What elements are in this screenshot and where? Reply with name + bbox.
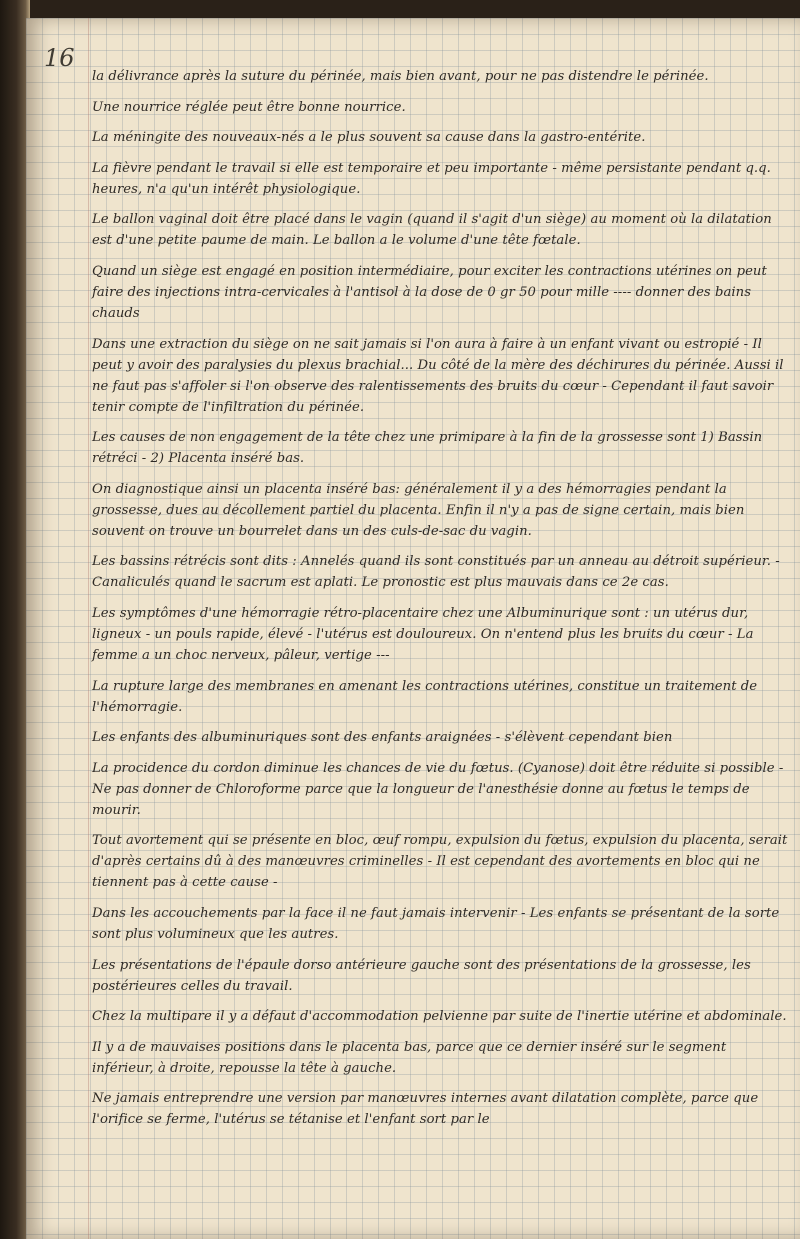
note-paragraph: La rupture large des membranes en amenant les contractions utérines, constitue un traitement de l'hémorragie. — [92, 678, 758, 715]
note-paragraph: Ne jamais entreprendre une version par manœuvres internes avant dilatation complète, parce que l'orifice se ferme, l'utérus se tétanise et l'enfant sort par le — [92, 1091, 759, 1128]
note-paragraph: Dans les accouchements par la face il ne faut jamais intervenir - Les enfants se présentant de la sorte sont plus volumineux que les autres. — [92, 905, 780, 942]
page-number: 16 — [44, 44, 75, 72]
note-paragraph: Les causes de non engagement de la tête chez une primipare à la fin de la grossesse sont 1) Bassin rétréci - 2) Placenta inséré bas. — [92, 430, 763, 467]
note-paragraph: Tout avortement qui se présente en bloc, œuf rompu, expulsion du fœtus, expulsion du placenta, serait d'après certains dû à des manœuvres criminelles - Il est cependant des avortements en bloc qui ne tiennent pas à cette cause - — [92, 833, 788, 891]
note-paragraph: La méningite des nouveaux-nés a le plus souvent sa cause dans la gastro-entérite. — [92, 130, 646, 146]
note-paragraph: Dans une extraction du siège on ne sait jamais si l'on aura à faire à un enfant vivant ou estropié - Il peut y avoir des paralysies du plexus brachial... Du côté de la mère des déchirures du périnée. Aussi il ne faut pas s'affoler si l'on observe des ralentissements des bruits du cœur - Cependant il faut savoir tenir compte de l'infiltration du périnée. — [92, 336, 784, 415]
note-paragraph: La procidence du cordon diminue les chances de vie du fœtus. (Cyanose) doit être réduite si possible - Ne pas donner de Chloroforme parce que la longueur de l'anesthésie donne au fœtus le temps de mourir. — [92, 760, 784, 818]
note-paragraph: Les enfants des albuminuriques sont des enfants araignées - s'élèvent cependant bien — [92, 730, 673, 746]
note-paragraph: Quand un siège est engagé en position intermédiaire, pour exciter les contractions utérines on peut faire des injections intra-cervicales à l'antisol à la dose de 0 gr 50 pour mille ---- donner des bains chauds — [92, 263, 767, 321]
note-paragraph: Les présentations de l'épaule dorso antérieure gauche sont des présentations de la grossesse, les postérieures celles du travail. — [92, 957, 751, 994]
handwritten-notes — [92, 66, 792, 1140]
note-paragraph: Les bassins rétrécis sont dits : Annelés quand ils sont constitués par un anneau au détroit supérieur. - Canaliculés quand le sacrum est aplati. Le pronostic est plus mauvais dans ce 2e cas. — [92, 554, 780, 591]
notebook-page — [26, 18, 800, 1239]
note-paragraph: La fièvre pendant le travail si elle est temporaire et peu importante - même persistante pendant q.q. heures, n'a qu'un intérêt physiologique. — [92, 160, 771, 197]
note-paragraph: Il y a de mauvaises positions dans le placenta bas, parce que ce dernier inséré sur le segment inférieur, à droite, repousse la tête à gauche. — [92, 1039, 727, 1076]
note-paragraph: Une nourrice réglée peut être bonne nourrice. — [92, 99, 406, 115]
note-paragraph: On diagnostique ainsi un placenta inséré bas: généralement il y a des hémorragies pendant la grossesse, dues au décollement partiel du placenta. Enfin il n'y a pas de signe certain, mais bien souvent on trouve un bourrelet dans un des culs-de-sac du vagin. — [92, 481, 745, 539]
note-paragraph: Chez la multipare il y a défaut d'accommodation pelvienne par suite de l'inertie utérine et abdominale. — [92, 1009, 787, 1025]
note-paragraph: Les symptômes d'une hémorragie rétro-placentaire chez une Albuminurique sont : un utérus dur, ligneux - un pouls rapide, élevé - l'utérus est douloureux. On n'entend plus les bruits du cœur - La femme a un choc nerveux, pâleur, vertige --- — [92, 605, 754, 663]
note-paragraph: Le ballon vaginal doit être placé dans le vagin (quand il s'agit d'un siège) au moment où la dilatation est d'une petite paume de main. Le ballon a le volume d'une tête fœtale. — [92, 212, 772, 249]
note-paragraph: la délivrance après la suture du périnée, mais bien avant, pour ne pas distendre le périnée. — [92, 69, 709, 84]
